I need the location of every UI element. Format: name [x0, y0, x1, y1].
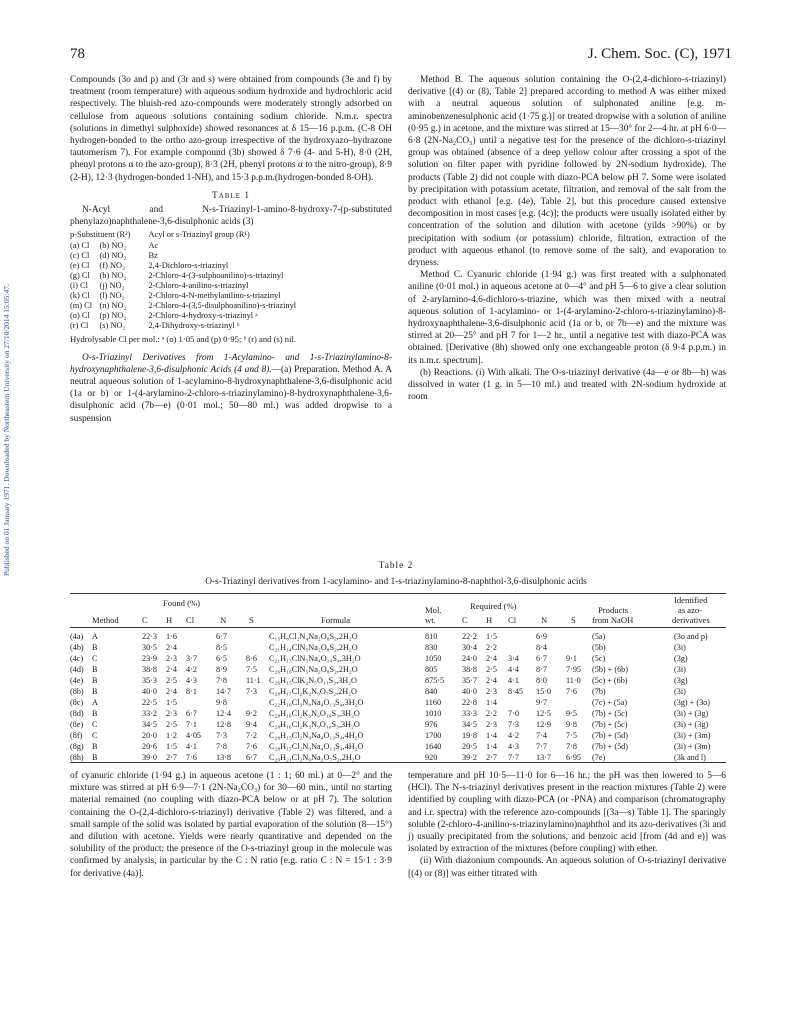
table-cell: (a) Cl	[70, 241, 90, 251]
table-cell: (n) NO₂	[99, 301, 127, 311]
table-cell: 35·3	[142, 676, 158, 685]
table-cell: 40·0	[142, 687, 158, 696]
table-cell: (8b)	[70, 687, 84, 696]
table-cell: 9·1	[566, 654, 577, 663]
table-cell: 2·3	[486, 687, 497, 696]
table-cell: 4·4	[508, 665, 519, 674]
header-h: H	[166, 615, 173, 625]
table-cell: (4e)	[70, 676, 84, 685]
table-cell: 2-Chloro-4-(3-sulphoanilino)-s-triazinyl	[148, 271, 284, 281]
header-cl: Cl	[186, 615, 195, 625]
table-cell: 2·5	[166, 676, 177, 685]
table-cell: 6·5	[216, 654, 227, 663]
table-cell: (3i) + (3m)	[674, 731, 711, 740]
table-cell: (7e)	[592, 753, 606, 762]
table-cell: (3i)	[674, 665, 686, 674]
table-cell: 7·5	[246, 665, 257, 674]
header-req-cl: Cl	[508, 615, 517, 625]
table-cell: 1·5	[166, 742, 177, 751]
table-cell: (o) Cl	[70, 311, 90, 321]
header-derivatives: derivatives	[672, 615, 710, 625]
table-cell: 33·2	[142, 709, 158, 718]
table-cell: (3i)	[674, 687, 686, 696]
table-rule-mid	[70, 627, 726, 628]
table-cell: (e) Cl	[70, 261, 90, 271]
table-cell: (5b) + (6b)	[592, 665, 628, 674]
table-cell: 24·0	[462, 654, 478, 663]
table-cell: 35·7	[462, 676, 478, 685]
table-cell: (m) Cl	[70, 301, 93, 311]
table-row	[70, 311, 300, 321]
table-row	[70, 241, 300, 251]
table-cell: B	[92, 709, 98, 718]
table-cell: (s) NO₂	[99, 321, 126, 331]
table-cell: A	[92, 632, 98, 641]
table-cell: 7·8	[566, 742, 577, 751]
table-cell: C₁₅H₈Cl₂N₄Na₂O₈S₂,2H₂O	[269, 632, 358, 641]
table-cell: 22·5	[142, 698, 158, 707]
table-cell: 20·6	[142, 742, 158, 751]
table-cell: (b) NO₂	[99, 241, 127, 251]
table-cell: 34·5	[462, 720, 478, 729]
table-cell: 2-Chloro-4-anilino-s-triazinyl	[148, 281, 249, 291]
table-cell: 2-Chloro-4-(3,5-disulphoanilino)-s-triazinyl	[148, 301, 297, 311]
paragraph: Method B. The aqueous solution containing the O-(2,4-dichloro-s-triazinyl) derivative [(4) or (8), Table 2] prepared according to method A was either mixed with a neutral aqueous solution of sulphonated aniline [e.g. m-aminobenzenesulphonic acid (1·75 g.)] or treated dropwise with a solution of aniline (0·95 g.) in acetone, and the mixture was stirred at 15—30° for 2—4 hr. at pH 6·0—6·8 (2N-Na₂CO₃) until a negative test for the presence of the dichloro-s-triazinyl group was obtained (absence of a deep yellow colour after crossing a spot of the solution on filter paper with pyridine followed by 2N-sodium hydroxide). The products (Table 2) did not couple with diazo-PCA below pH 7. Some were isolated by precipitation with potassium acetate, filtration, and removal of the salt from the product with ethanol [e.g. (4e), Table 2], but this procedure caused extensive decomposition in most cases [e.g. (4c)]; the products were usually isolated either by concentration of the solution and dilution with acetone (yilds >90%) or by precipitation with sodium (or potassium) chloride, filtration, extraction of the product with aqueous ethanol (to remove some of the salt), and evaporation to dryness.	[408, 75, 726, 269]
header-s: S	[249, 615, 254, 625]
table-row	[70, 664, 726, 675]
table-row	[70, 730, 726, 741]
table-cell: 6·7	[216, 632, 227, 641]
header-req-h: H	[486, 615, 493, 625]
table-cell: (4c)	[70, 654, 84, 663]
table-cell: (8d)	[70, 709, 84, 718]
table-cell: 6·7	[186, 709, 197, 718]
table-cell: 840	[425, 687, 438, 696]
table-cell: (5c) + (6b)	[592, 676, 628, 685]
table-cell: 7·6	[186, 753, 197, 762]
table-cell: 2·7	[486, 753, 497, 762]
table-cell: (8c)	[70, 698, 84, 707]
table-cell: 38·8	[142, 665, 158, 674]
table-cell: Ac	[148, 241, 159, 251]
column-left-upper	[70, 74, 392, 425]
table-cell: C₂₁H₁₄ClN₅Na₂O₈S₂,2H₂O	[269, 643, 358, 652]
table-row	[70, 642, 726, 653]
table-row	[70, 653, 726, 664]
table-cell: 8·1	[186, 687, 197, 696]
table-row	[70, 719, 726, 730]
table-cell: 33·3	[462, 709, 478, 718]
table-cell: 2·4	[166, 643, 177, 652]
table-row	[70, 321, 300, 331]
table-cell: 4·2	[186, 665, 197, 674]
table-cell: 1700	[425, 731, 442, 740]
table-cell: 39·0	[142, 753, 158, 762]
table-cell: 1·2	[166, 731, 177, 740]
header-required: Required (%)	[470, 601, 517, 611]
header-method: Method	[92, 615, 119, 625]
table-cell: (7c) + (5a)	[592, 698, 628, 707]
header-identified: Identified	[674, 595, 708, 605]
table-cell: C₂₆H₁₅ClK₂N₅O₁₁S₃,3H₂O	[269, 676, 357, 685]
table-cell: 2,4-Dihydroxy-s-triazinyl ᵇ	[148, 321, 240, 331]
table-cell: 9·2	[246, 709, 257, 718]
table-cell: C₂₈H₁₅Cl₂N₉Na₄O₁₃S₄,4H₂O	[269, 742, 364, 751]
table-cell: A	[92, 698, 98, 707]
table-cell: B	[92, 687, 98, 696]
table-cell: 20·0	[142, 731, 158, 740]
table-cell: (4d)	[70, 665, 84, 674]
table-cell: 8·45	[508, 687, 524, 696]
table-cell: C₂₈H₁₆Cl₂K₃N₉O₁₀S₃,3H₂O	[269, 720, 360, 729]
table-cell: (p) NO₂	[99, 311, 127, 321]
table2-title: Table 2	[378, 561, 414, 571]
table-cell: 8·9	[216, 665, 227, 674]
table-cell: (l) NO₂	[99, 291, 125, 301]
table-cell: (7b) + (5c)	[592, 709, 628, 718]
table-cell: 8·7	[536, 665, 547, 674]
header-products: Products	[598, 605, 629, 615]
header-mol: Mol.	[425, 605, 442, 615]
header-c: C	[142, 615, 148, 625]
table-cell: (f) NO₂	[99, 261, 125, 271]
table-cell: (7b) + (5d)	[592, 742, 628, 751]
table-cell: (d) NO₂	[99, 251, 127, 261]
header-req-n: N	[541, 615, 548, 625]
table-cell: 8·4	[536, 643, 547, 652]
table-cell: 15·0	[536, 687, 552, 696]
table-cell: 2,4-Dichloro-s-triazinyl	[148, 261, 229, 271]
table-row	[70, 261, 300, 271]
table1-header-group: Acyl or s-Triazinyl group (R¹)	[148, 230, 250, 240]
table-cell: 22·2	[462, 632, 478, 641]
table-cell: 34·5	[142, 720, 158, 729]
header-formula: Formula	[321, 615, 351, 625]
table-cell: 2·4	[166, 687, 177, 696]
page-number: 78	[70, 46, 85, 62]
table-cell: 6·9	[536, 632, 547, 641]
table-cell: 1·4	[486, 698, 497, 707]
column-left-lower	[70, 770, 392, 880]
table-cell: 2·5	[486, 665, 497, 674]
table-cell: B	[92, 665, 98, 674]
table2-caption: O-s-Triazinyl derivatives from 1-acylamino- and 1-s-triazinylamino-8-naphthol-3,6-disulphonic acids	[205, 577, 587, 587]
table-cell: (8h)	[70, 753, 84, 762]
table-cell: 12·9	[536, 720, 552, 729]
paragraph	[70, 352, 392, 425]
table-cell: 1160	[425, 698, 442, 707]
table-cell: (8e)	[70, 720, 84, 729]
table-cell: (3i) + (3g)	[674, 709, 709, 718]
journal-header: J. Chem. Soc. (C), 1971	[587, 46, 732, 62]
table-cell: 13·7	[536, 753, 552, 762]
table-cell: 805	[425, 665, 438, 674]
table-cell: 7·7	[508, 753, 519, 762]
table-cell: 875·5	[425, 676, 445, 685]
table-cell: 19·8	[462, 731, 478, 740]
table-cell: 7·4	[536, 731, 547, 740]
table-cell: 8·6	[246, 654, 257, 663]
table-row	[70, 251, 300, 261]
table-cell: (5b)	[592, 643, 606, 652]
table-cell: 1·5	[486, 632, 497, 641]
table-cell: 39·2	[462, 753, 478, 762]
table-cell: (g) Cl	[70, 271, 90, 281]
table-cell: B	[92, 742, 98, 751]
table-cell: C	[92, 731, 98, 740]
table-cell: 1·4	[486, 731, 497, 740]
paragraph: Compounds (3o and p) and (3r and s) were obtained from compounds (3e and f) by treatment (room temperature) with aqueous sodium hydroxide and hydrochloric acid respectively. The bluish-red azo-compounds were moderately strongly adsorbed on cellulose from aqueous solutions containing sodium chloride. N.m.r. spectra (solutions in dimethyl sulphoxide) showed resonances at δ 15—16 p.p.m. (C-8 OH hydrogen-bonded to the ortho azo-group irrespective of the hydroxyazo–hydrazone tautomerism 7). For example compound (3b) showed δ 7·6 (4- and 5-H), 8·0 (2H, phenyl protons α to the azo-group), 8·3 (2H, phenyl protons α to the nitro-group), 8·9 (2-H), 12·3 (hydrogen-bonded 1-NH), and 15·3 p.p.m.(hydrogen-bonded 8-OH).	[70, 75, 392, 183]
table-cell: 3·4	[508, 654, 519, 663]
paragraph: temperature and pH 10·5—11·0 for 6—16 hr.; the pH was then lowered to 5—6 (HCl). The N-s-triazinyl derivatives present in the reaction mixtures (Table 2) were identified by coupling with diazo-PCA (or -PNA) and comparison (chromatography and i.r. spectra) with the reference azo-compounds [(3a—s) Table 1]. The sparingly soluble (2-chloro-4-anilino-s-triazinylamino)naphthol and its azo-derivatives (3i and j) usually precipitated from the solutions, and benzoic acid [from (4d and e)] was isolated by extraction of the mixtures (before coupling) with ether.	[408, 771, 726, 855]
table-row	[70, 741, 726, 752]
table-cell: C	[92, 720, 98, 729]
table-cell: 2·7	[166, 753, 177, 762]
table-cell: 20·5	[462, 742, 478, 751]
table1-caption: N-Acyl and N-s-Triazinyl-1-amino-8-hydroxy-7-(p-substituted phenylazo)naphthalene-3,6-disulphonic acids (3)	[70, 205, 392, 228]
table-cell: 8·0	[536, 676, 547, 685]
table-cell: 4·3	[186, 676, 197, 685]
table-cell: (3g) + (3o)	[674, 698, 710, 707]
table-cell: 7·3	[216, 731, 227, 740]
table-cell: 9·8	[566, 720, 577, 729]
table-cell: 920	[425, 753, 438, 762]
table-cell: 2-Chloro-4-hydroxy-s-triazinyl ᵃ	[148, 311, 258, 321]
table-cell: 7·5	[566, 731, 577, 740]
table-cell: 7·3	[246, 687, 257, 696]
section-heading: O-s-Triazinyl Derivatives from 1-Acylamino- and 1-s-Triazinylamino-8-hydroxynaphthalene-3,6-disulphonic Acids (4 and 8).	[70, 352, 392, 375]
header-as-azo: as azo-	[678, 605, 703, 615]
table-cell: (8g)	[70, 742, 84, 751]
table-cell: 2·5	[166, 720, 177, 729]
table-cell: 7·8	[216, 742, 227, 751]
table-cell: C	[92, 654, 98, 663]
table-row	[70, 291, 300, 301]
table-cell: 11·1	[246, 676, 261, 685]
table-cell: (3g)	[674, 654, 688, 663]
table-cell: 2-Chloro-4-N-methylanilino-s-triazinyl	[148, 291, 281, 301]
table-cell: (3k and l)	[674, 753, 706, 762]
table-cell: 2·4	[486, 676, 497, 685]
table-cell: 4·1	[186, 742, 197, 751]
table-cell: 1050	[425, 654, 442, 663]
table-cell: 13·8	[216, 753, 232, 762]
paragraph: (ii) With diazonium compounds. An aqueous solution of O-s-triazinyl derivative [(4) or (8)] was either titrated with	[408, 856, 726, 879]
table-cell: 7·7	[536, 742, 547, 751]
table-cell: (7b) + (5d)	[592, 731, 628, 740]
table-cell: C₂₈H₁₆Cl₂K₃N₉O₁₀S₃,3H₂O	[269, 709, 360, 718]
table-cell: 6·7	[536, 654, 547, 663]
table-cell: (3i) + (3g)	[674, 720, 709, 729]
paragraph-text: —(a) Preparation. Method A. A neutral aqueous solution of 1-acylamino-8-hydroxynaphthalene-3,6-disulphonic acid (1a or b) or 1-(4-arylamino-2-chloro-s-triazinylamino)-8-hydroxynaphthalene-3,6-disulphonic acid (7b—e) (0·01 mol.; 50—80 ml.) was added dropwise to a suspension	[70, 364, 392, 424]
table-cell: 810	[425, 632, 438, 641]
table-cell: 30·4	[462, 643, 478, 652]
header-n: N	[220, 615, 227, 625]
table-cell: 22·8	[462, 698, 478, 707]
table-cell: 4·05	[186, 731, 202, 740]
table-cell: 2·3	[486, 720, 497, 729]
table-cell: B	[92, 676, 98, 685]
table-cell: 6·95	[566, 753, 582, 762]
table-row	[70, 301, 300, 311]
table1-header-row	[70, 230, 300, 241]
table-cell: (4a)	[70, 632, 84, 641]
table-cell: 2·4	[486, 654, 497, 663]
table1	[70, 230, 300, 331]
table-cell: 12·5	[536, 709, 552, 718]
table-cell: 1·4	[486, 742, 497, 751]
table-cell: 2·3	[166, 709, 177, 718]
header-req-c: C	[462, 615, 468, 625]
paragraph: of cyanuric chloride (1·94 g.) in aqueous acetone (1 : 1; 60 ml.) at 0—2° and the mixture was stirred at pH 6·9—7·1 (2N-Na₂CO₃) for 30—60 min., until no starting material remained (no coupling with diazo-PCA below or at pH 7). The solution containing the O-(2,4-dichloro-s-triazinyl) derivative (Table 2) was filtered, and a small sample of the solid was isolated by partial evaporation of the solution (8—15°) and dilution with acetone. Yields were nearly quantitative and depended on the solubility of the product; the presence of the O-s-triazinyl group in the molecule was confirmed by analysis, in particular by the C : N ratio [e.g. ratio C : N = 15·1 : 3·9 for derivative (4a)].	[70, 771, 392, 879]
table-cell: 11·0	[566, 676, 581, 685]
table-cell: 1010	[425, 709, 442, 718]
header-wt: wt.	[425, 615, 436, 625]
table-cell: 2·3	[166, 654, 177, 663]
table-cell: 9·7	[536, 698, 547, 707]
table-row	[70, 675, 726, 686]
table-cell: 7·6	[566, 687, 577, 696]
table1-title: Table 1	[211, 190, 251, 201]
table-cell: C₂₂H₁₀Cl₃N₈Na₄O₁₃S₄,3H₂O	[269, 698, 364, 707]
table-cell: (3g)	[674, 676, 688, 685]
table-cell: 7·8	[216, 676, 227, 685]
table-cell: 1·5	[166, 698, 177, 707]
table-cell: 976	[425, 720, 438, 729]
table-cell: 9·4	[246, 720, 257, 729]
table-cell: 2·2	[486, 643, 497, 652]
table-cell: (3i)	[674, 643, 686, 652]
table-row	[70, 271, 300, 281]
table-row	[70, 631, 726, 642]
table-cell: 30·5	[142, 643, 158, 652]
table-cell: C₂₈H₁₅Cl₂N₉Na₄O₁₃S₄,4H₂O	[269, 731, 364, 740]
table-cell: 38·8	[462, 665, 478, 674]
table-cell: 830	[425, 643, 438, 652]
table-cell: 2·4	[166, 665, 177, 674]
table-cell: (3i) + (3m)	[674, 742, 711, 751]
table-cell: (i) Cl	[70, 281, 88, 291]
table-row	[70, 281, 300, 291]
table-cell: 3·7	[186, 654, 197, 663]
table1-note: Hydrolysable Cl per mol.: ᵃ (o) 1·05 and (p) 0·95; ᵇ (r) and (s) nil.	[70, 334, 297, 345]
table-cell: B	[92, 643, 98, 652]
paragraph: (b) Reactions. (i) With alkali. The O-s-triazinyl derivative (4a—e or 8b—h) was dissolved in water (1 g. in 5—10 ml.) and treated with 2N-sodium hydroxide at room	[408, 367, 726, 403]
side-download-note: Published on 01 January 1971. Downloaded by Northeastern University on 27/10/2014 15:05:47.	[2, 284, 11, 576]
header-found: Found (%)	[163, 598, 200, 608]
column-right-upper	[408, 74, 726, 403]
table-rule-bottom	[70, 762, 726, 763]
table-cell: C₂₆H₁₆ClN₅Na₂O₈S₂,2H₂O	[269, 665, 358, 674]
table-row	[70, 708, 726, 719]
table-cell: 8·5	[216, 643, 227, 652]
header-req-s: S	[571, 615, 576, 625]
table-cell: 7·3	[508, 720, 519, 729]
table-cell: (j) NO₂	[99, 281, 125, 291]
table-cell: 12·4	[216, 709, 232, 718]
table-cell: Bz	[148, 251, 158, 261]
table-cell: 4·2	[508, 731, 519, 740]
table-cell: 7·2	[246, 731, 257, 740]
table1-header-substituent: p-Substituent (R²)	[70, 230, 131, 240]
header-from-naoh: from NaOH	[592, 615, 634, 625]
table-cell: (c) Cl	[70, 251, 90, 261]
table-cell: (5a)	[592, 632, 606, 641]
table-cell: 12·8	[216, 720, 232, 729]
table-cell: 23·9	[142, 654, 158, 663]
table-cell: 9·8	[216, 698, 227, 707]
table-cell: (h) NO₂	[99, 271, 127, 281]
table-cell: C₂₁H₁₃ClN₅Na₄O₁₄S₄,3H₂O	[269, 654, 361, 663]
table-cell: 7·0	[508, 709, 519, 718]
table-row	[70, 686, 726, 697]
table-cell: 7·1	[186, 720, 197, 729]
table-cell: 7·6	[246, 742, 257, 751]
table-cell: 6·7	[246, 753, 257, 762]
table-cell: (k) Cl	[70, 291, 90, 301]
table-cell: 4·3	[508, 742, 519, 751]
table-cell: (7b)	[592, 687, 606, 696]
table-cell: 7·95	[566, 665, 582, 674]
table-cell: C₂₉H₂₁Cl₂N₉Na₂O₇S₂,2H₂O	[269, 753, 361, 762]
table-cell: B	[92, 753, 98, 762]
table-cell: 1·6	[166, 632, 177, 641]
table-rule-top	[70, 593, 726, 594]
table-cell: C₂₈H₁₇Cl₂K₂N₉O₇S₂,2H₂O	[269, 687, 357, 696]
table-cell: 22·3	[142, 632, 158, 641]
table-cell: (4b)	[70, 643, 84, 652]
table-cell: 40·0	[462, 687, 478, 696]
table-cell: 1640	[425, 742, 442, 751]
table-cell: 2·2	[486, 709, 497, 718]
table-cell: (3o and p)	[674, 632, 708, 641]
table-cell: (5c)	[592, 654, 606, 663]
table-cell: 9·5	[566, 709, 577, 718]
table-cell: (8f)	[70, 731, 83, 740]
paragraph: Method C. Cyanuric chloride (1·94 g.) was first treated with a sulphonated aniline (0·01 mol.) in aqueous acetone at 0—4° and pH 5—6 to give a clear solution of 2-arylamino-4,6-dichloro-s-triazine, which was then mixed with a neutral aqueous solution of 1-acylamino- or 1-(4-arylamino-2-chloro-s-triazinylamino)-8-hydroxynaphthalene-3,6-disulphonic acid (1a or b, or 7b—e) and the mixture was stirred at 20—25° and pH 7 for 1—2 hr., until a negative test with diazo-PCA was obtained. [Derivative (8h) showed only one exchangeable proton (δ 9·4 p.p.m.) in its n.m.r. spectrum].	[408, 270, 726, 366]
table-cell: (r) Cl	[70, 321, 89, 331]
table-cell: (7b) + (5c)	[592, 720, 628, 729]
table-cell: 4·1	[508, 676, 519, 685]
column-right-lower	[408, 770, 726, 880]
table-row	[70, 697, 726, 708]
table-cell: 14·7	[216, 687, 232, 696]
